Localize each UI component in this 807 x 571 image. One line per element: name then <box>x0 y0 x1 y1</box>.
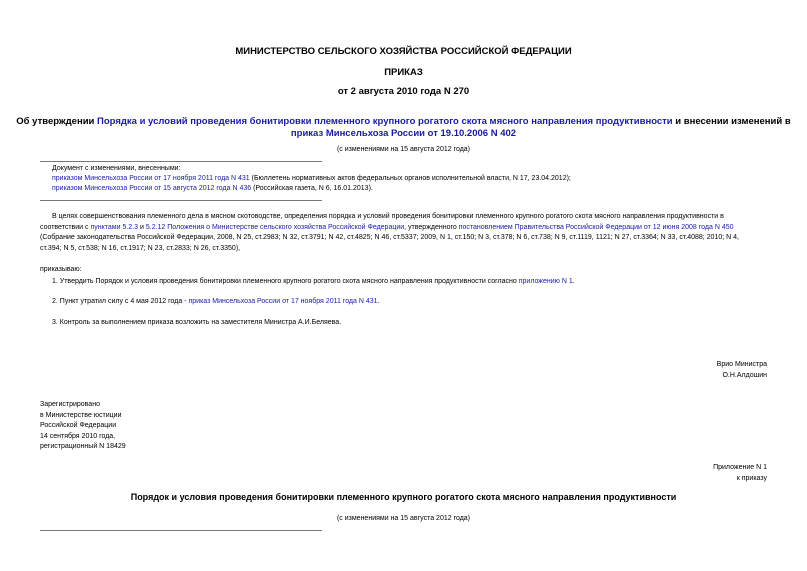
title-prefix: Об утверждении <box>16 116 98 127</box>
point-1-end: . <box>572 278 575 285</box>
signature-name: О.Н.Алдошин <box>722 371 767 379</box>
doc-type-heading: ПРИКАЗ <box>384 67 423 78</box>
appendix-label <box>713 463 767 484</box>
link-point-5-2-3[interactable]: пунктами 5.2.3 <box>90 223 139 231</box>
divider <box>40 530 322 531</box>
change-link-436[interactable]: приказом Минсельхоза России от 15 августа 2012 года N 436 <box>52 185 252 192</box>
change-source-1: (Бюллетень нормативных актов федеральных органов исполнительной власти, N 17, 23.04.2012); <box>249 175 571 182</box>
title-middle: и внесении изменений в <box>672 116 791 127</box>
point-3: 3. Контроль за выполнением приказа возложить на заместителя Министра А.И.Беляева. <box>52 319 342 326</box>
registration-block <box>40 400 126 453</box>
signature <box>717 360 767 381</box>
changes-heading: Документ с изменениями, внесенными: <box>52 165 181 172</box>
preamble-line: В целях совершенствования племенного дела в мясном скотоводстве, определения порядка и условий проведения бонитировки племенного крупного рогатого скота мясного направления продуктивности в <box>52 213 724 220</box>
registration-line: Зарегистрировано <box>40 401 100 408</box>
signature-position: Врио Министра <box>716 361 767 368</box>
registration-line: 14 сентября 2010 года, <box>40 432 116 440</box>
preamble-line <box>40 223 770 234</box>
changes-block <box>52 164 772 194</box>
changes-item <box>52 174 772 184</box>
preamble <box>40 212 770 254</box>
registration-line: Российской Федерации <box>40 422 117 429</box>
preamble-text: соответствии с <box>40 223 91 231</box>
amended-note: (с изменениями на 15 августа 2012 года) <box>336 146 471 153</box>
ministry-heading: МИНИСТЕРСТВО СЕЛЬСКОГО ХОЗЯЙСТВА РОССИЙСКОЙ ФЕДЕРАЦИИ <box>235 46 572 57</box>
appendix-title: Порядок и условия проведения бонитировки племенного крупного рогатого скота мясного направления продуктивности <box>130 492 677 502</box>
link-regulation-ministry[interactable]: 5.2.12 Положения о Министерстве сельского хозяйства Российской Федерации <box>145 223 405 231</box>
title-link-order-402[interactable]: приказ Минсельхоза России от 19.10.2006 N 402 <box>290 128 517 139</box>
link-decree-450[interactable]: постановлением Правительства Российской Федерации от 12 июня 2008 года N 450 <box>458 223 734 231</box>
divider <box>40 200 322 201</box>
document-title <box>0 116 807 140</box>
preamble-text: , утвержденного <box>404 223 459 231</box>
registration-line: в Министерстве юстиции <box>40 411 122 419</box>
title-link-procedure[interactable]: Порядка и условий проведения бонитировки племенного крупного рогатого скота мясного направления продуктивности <box>97 116 673 127</box>
order-date: от 2 августа 2010 года N 270 <box>337 86 470 97</box>
registration-line: регистрационный N 18429 <box>40 443 126 450</box>
appendix-amended-note: (с изменениями на 15 августа 2012 года) <box>336 515 471 522</box>
change-source-2: (Российская газета, N 6, 16.01.2013). <box>251 185 373 192</box>
point-2 <box>52 297 772 308</box>
preamble-line: (Собрание законодательства Российской Федерации, 2008, N 25, ст.2983; N 32, ст.3791; N 42, ст.4825; N 46, ст.5337; 2009, N 1, ст.150; N 3, ст.378; N 6, ст.738; N 9, ст.1119, 1121; N 27, ст.3364; N 33, ст.4088; 2010; N 4, <box>40 234 739 241</box>
change-link-431[interactable]: приказом Минсельхоза России от 17 ноября 2011 года N 431 <box>52 175 250 182</box>
point-2-end: . <box>377 298 380 305</box>
orders-label: приказываю: <box>40 266 82 273</box>
changes-item <box>52 184 772 194</box>
divider <box>40 161 322 162</box>
link-order-431[interactable]: приказ Минсельхоза России от 17 ноября 2011 года N 431 <box>188 298 378 305</box>
preamble-line: ст.394; N 5, ст.538; N 16, ст.1917; N 23, ст.2833; N 26, ст.3350), <box>40 244 241 252</box>
appendix-number: Приложение N 1 <box>713 464 767 471</box>
point-1 <box>52 277 772 288</box>
point-1-text: 1. Утвердить Порядок и условия проведения бонитировки племенного крупного рогатого скота мясного направления продуктивности согласно <box>52 278 519 285</box>
point-2-text: 2. Пункт утратил силу с 4 мая 2012 года - <box>52 298 189 305</box>
appendix-ref: к приказу <box>736 474 767 482</box>
link-appendix-1[interactable]: приложению N 1 <box>518 278 573 285</box>
preamble-text: и <box>138 223 146 231</box>
